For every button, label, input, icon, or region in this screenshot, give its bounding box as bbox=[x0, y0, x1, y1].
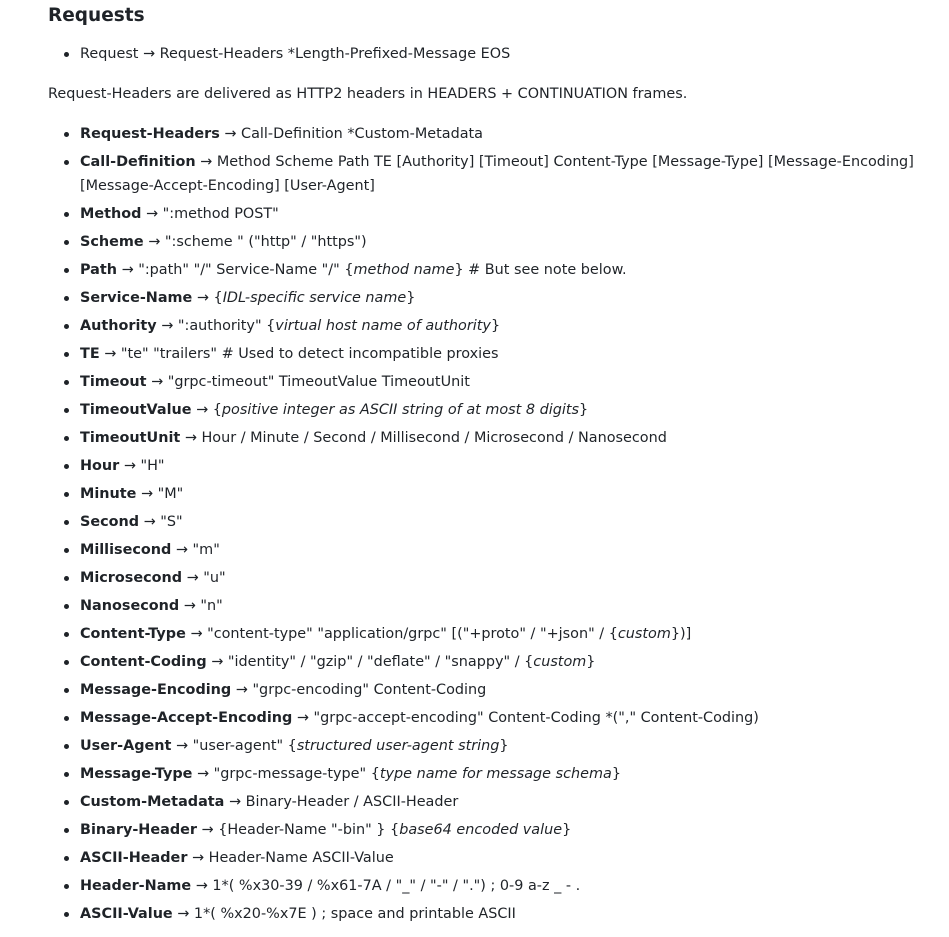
rule-name: Request-Headers bbox=[80, 126, 220, 142]
rule-name: Microsecond bbox=[80, 570, 183, 586]
rule-production: → Header-Name ASCII-Value bbox=[187, 850, 394, 866]
rule-name: Message-Accept-Encoding bbox=[80, 710, 293, 726]
grammar-rule bbox=[48, 398, 929, 422]
rule-production: → "te" "trailers" # Used to detect incompatible proxies bbox=[99, 346, 499, 362]
grammar-rule bbox=[48, 510, 929, 534]
rule-name: TE bbox=[80, 346, 100, 362]
grammar-rule bbox=[48, 538, 929, 562]
rule-production: → ":method POST" bbox=[141, 206, 279, 222]
rule-name: Authority bbox=[80, 318, 157, 334]
rule-production: → ":scheme " ("http" / "https") bbox=[143, 234, 367, 250]
grammar-rule bbox=[48, 566, 929, 590]
rule-production: → "grpc-timeout" TimeoutValue TimeoutUnit bbox=[146, 374, 470, 390]
grammar-rule bbox=[48, 818, 929, 842]
rule-name: Custom-Metadata bbox=[80, 794, 225, 810]
grammar-rule bbox=[48, 454, 929, 478]
description-paragraph: Request-Headers are delivered as HTTP2 headers in HEADERS + CONTINUATION frames. bbox=[48, 86, 688, 102]
grammar-rule bbox=[48, 314, 929, 338]
rule-name: Service-Name bbox=[80, 290, 193, 306]
rule-production: → "grpc-message-type" {type name for message schema} bbox=[192, 766, 621, 782]
rule-production: → "n" bbox=[179, 598, 223, 614]
rule-name: Nanosecond bbox=[80, 598, 180, 614]
grammar-rule bbox=[48, 258, 929, 282]
rule-name: ASCII-Header bbox=[80, 850, 188, 866]
section-heading: Requests bbox=[48, 5, 145, 26]
rule-production: → {positive integer as ASCII string of at most 8 digits} bbox=[191, 402, 589, 418]
rule-name: Message-Encoding bbox=[80, 682, 232, 698]
rule-name: Timeout bbox=[80, 374, 147, 390]
rule-name: TimeoutUnit bbox=[80, 430, 181, 446]
list-item: Request → Request-Headers *Length-Prefixed-Message EOS bbox=[48, 42, 929, 66]
rule-name: Method bbox=[80, 206, 142, 222]
rule-name: Header-Name bbox=[80, 878, 192, 894]
rule-production: → "identity" / "gzip" / "deflate" / "snappy" / {custom} bbox=[206, 654, 596, 670]
grammar-rule bbox=[48, 230, 929, 254]
rule-production: → {Header-Name "-bin" } {base64 encoded value} bbox=[196, 822, 572, 838]
grammar-rule bbox=[48, 122, 929, 146]
rule-name: Binary-Header bbox=[80, 822, 197, 838]
grammar-rule bbox=[48, 762, 929, 786]
rule-name: ASCII-Value bbox=[80, 906, 173, 922]
grammar-rule bbox=[48, 482, 929, 506]
rule-name: Path bbox=[80, 262, 117, 278]
rule-production: → "grpc-encoding" Content-Coding bbox=[231, 682, 487, 698]
grammar-rule bbox=[48, 874, 929, 898]
rule-production: → Binary-Header / ASCII-Header bbox=[224, 794, 459, 810]
rule-name: Millisecond bbox=[80, 542, 172, 558]
rule-name: Hour bbox=[80, 458, 120, 474]
rule-production: → 1*( %x20-%x7E ) ; space and printable ASCII bbox=[172, 906, 516, 922]
rule-production: → "m" bbox=[171, 542, 220, 558]
rule-production: → 1*( %x30-39 / %x61-7A / "_" / "-" / ".") ; 0-9 a-z _ - . bbox=[191, 878, 581, 894]
rule-production: → Method Scheme Path TE [Authority] [Timeout] Content-Type [Message-Type] [Message-Encoding] [Message-Accept-Encoding] [User-Agent] bbox=[80, 154, 919, 194]
grammar-rule bbox=[48, 790, 929, 814]
rule-production: → {IDL-specific service name} bbox=[192, 290, 416, 306]
rule-production: → "grpc-accept-encoding" Content-Coding *("," Content-Coding) bbox=[292, 710, 759, 726]
rule-production: → ":path" "/" Service-Name "/" {method name} # But see note below. bbox=[117, 262, 627, 278]
rule-production: → "content-type" "application/grpc" [("+proto" / "+json" / {custom})] bbox=[185, 626, 692, 642]
rule-production: → ":authority" {virtual host name of authority} bbox=[156, 318, 501, 334]
rule-name: Content-Coding bbox=[80, 654, 207, 670]
grammar-rule bbox=[48, 426, 929, 450]
rule-production: → "user-agent" {structured user-agent string} bbox=[171, 738, 509, 754]
rule-name: User-Agent bbox=[80, 738, 172, 754]
grammar-rule bbox=[48, 678, 929, 702]
rule-production: → "M" bbox=[136, 486, 184, 502]
rule-name: Scheme bbox=[80, 234, 144, 250]
grammar-rule bbox=[48, 706, 929, 730]
rule-production: → Hour / Minute / Second / Millisecond / Microsecond / Nanosecond bbox=[180, 430, 667, 446]
grammar-rule bbox=[48, 342, 929, 366]
grammar-rule bbox=[48, 286, 929, 310]
rule-production: → Call-Definition *Custom-Metadata bbox=[219, 126, 483, 142]
grammar-rule bbox=[48, 370, 929, 394]
rule-name: TimeoutValue bbox=[80, 402, 192, 418]
rule-production: → "S" bbox=[139, 514, 183, 530]
rule-name: Second bbox=[80, 514, 140, 530]
grammar-rule bbox=[48, 734, 929, 758]
grammar-rule bbox=[48, 202, 929, 226]
grammar-rules-list bbox=[48, 122, 929, 926]
rule-name: Message-Type bbox=[80, 766, 193, 782]
rule-name: Call-Definition bbox=[80, 154, 196, 170]
rule-name: Content-Type bbox=[80, 626, 186, 642]
rule-production: → "u" bbox=[182, 570, 226, 586]
grammar-rule bbox=[48, 902, 929, 926]
grammar-rule bbox=[48, 622, 929, 646]
grammar-rule bbox=[48, 846, 929, 870]
rule-production: → "H" bbox=[119, 458, 165, 474]
rule-name: Minute bbox=[80, 486, 137, 502]
intro-list bbox=[48, 42, 929, 66]
grammar-rule bbox=[48, 650, 929, 674]
grammar-rule bbox=[48, 594, 929, 618]
grammar-rule bbox=[48, 150, 929, 198]
